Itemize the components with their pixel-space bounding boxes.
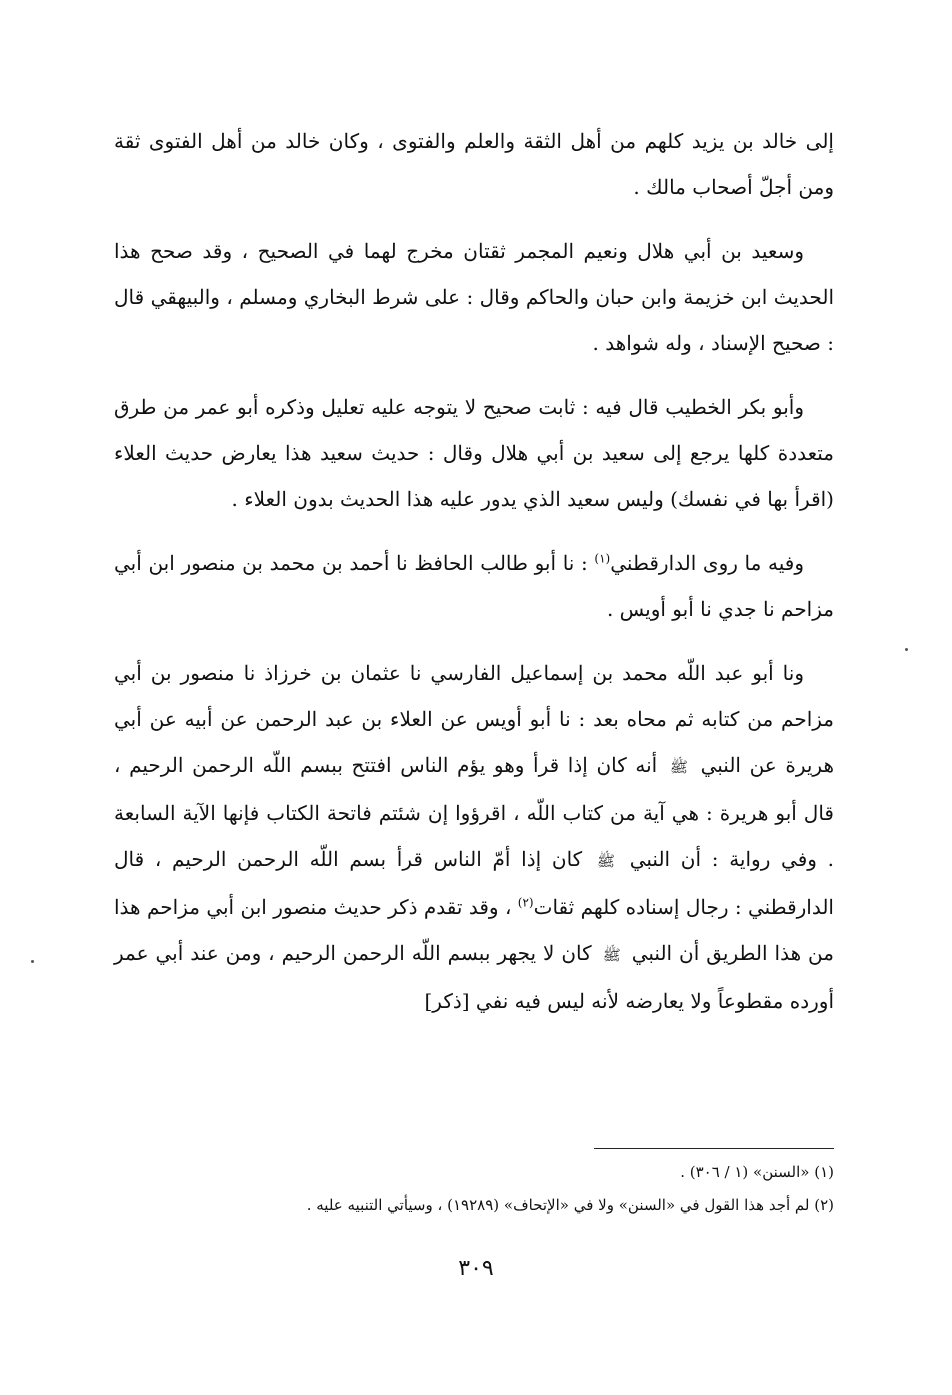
salutation-glyph: ﷺ — [602, 946, 621, 964]
footnote-2: (٢) لم أجد هذا القول في «السنن» ولا في «الإتحاف» (١٩٢٨٩) ، وسيأتي التنبيه عليه . — [306, 1196, 834, 1214]
paragraph-2: وسعيد بن أبي هلال ونعيم المجمر ثقتان مخرج لهما في الصحيح ، وقد صحح هذا الحديث ابن خزيمة وابن حبان والحاكم وقال : على شرط البخاري ومسلم ، والبيهقي قال : صحيح الإسناد ، وله شواهد . — [114, 239, 834, 355]
paragraph-4-text-before: وفيه ما روى الدارقطني — [610, 551, 804, 575]
paragraph-5-part-2: أنه كان إذا قرأ وهو يؤم الناس افتتح ببسم اللّه الرحمن الرحيم ، قال أبو هريرة : هي آية من كتاب اللّه ، اقرؤوا إن شئتم فاتحة الكتاب فإنها الآية السابعة . وفي رواية : أن النبي — [114, 753, 834, 871]
page-number: ٣٠٩ — [458, 1256, 494, 1281]
footnote-divider — [594, 1148, 834, 1149]
footnote-ref-1[interactable]: (١) — [594, 551, 611, 566]
salutation-glyph: ﷺ — [596, 852, 616, 870]
main-text — [114, 118, 834, 1042]
scan-speck — [31, 960, 34, 963]
paragraph-3: وأبو بكر الخطيب قال فيه : ثابت صحيح لا يتوجه عليه تعليل وذكره أبو عمر من طرق متعددة كلها يرجع إلى سعيد بن أبي هلال وقال : حديث سعيد هذا يعارض حديث العلاء (اقرأ بها في نفسك) وليس سعيد الذي يدور عليه هذا الحديث بدون العلاء . — [114, 395, 834, 511]
footnote-1: (١) «السنن» (١ / ٣٠٦) . — [680, 1163, 834, 1181]
paragraph-5-part-3: كان إذا أمّ الناس قرأ بسم اللّه الرحمن الرحيم ، قال الدارقطني : رجال إسناده كلهم ثقات — [114, 847, 834, 919]
paragraph-1: إلى خالد بن يزيد كلهم من أهل الثقة والعلم والفتوى ، وكان خالد من أهل الفتوى ثقة ومن أجلّ أصحاب مالك . — [114, 129, 834, 199]
scan-speck — [905, 648, 908, 651]
salutation-glyph: ﷺ — [669, 758, 688, 776]
paragraph-5-part-4: ، وقد تقدم ذكر حديث منصور ابن أبي مزاحم هذا من هذا الطريق أن النبي — [114, 895, 834, 965]
paragraph-4-text-after: : نا أبو طالب الحافظ نا أحمد بن محمد بن منصور ابن أبي مزاحم نا جدي نا أبو أويس . — [114, 551, 834, 621]
paragraph-5-part-5: كان لا يجهر ببسم اللّه الرحمن الرحيم ، ومن عند أبي عمر أورده مقطوعاً ولا يعارضه لأنه ليس فيه نفي [ذكر] — [114, 941, 834, 1013]
paragraph-4 — [114, 540, 834, 632]
footnotes — [114, 1156, 834, 1222]
footnote-ref-2[interactable]: (٢) — [517, 895, 534, 910]
paragraph-5 — [114, 650, 834, 1024]
paragraph-5-part-1: ونا أبو عبد اللّه محمد بن إسماعيل الفارسي نا عثمان بن خرزاذ نا منصور بن أبي مزاحم من كتابه ثم محاه بعد : نا أبو أويس عن العلاء بن عبد الرحمن عن أبيه عن أبي هريرة عن النبي — [114, 661, 835, 777]
